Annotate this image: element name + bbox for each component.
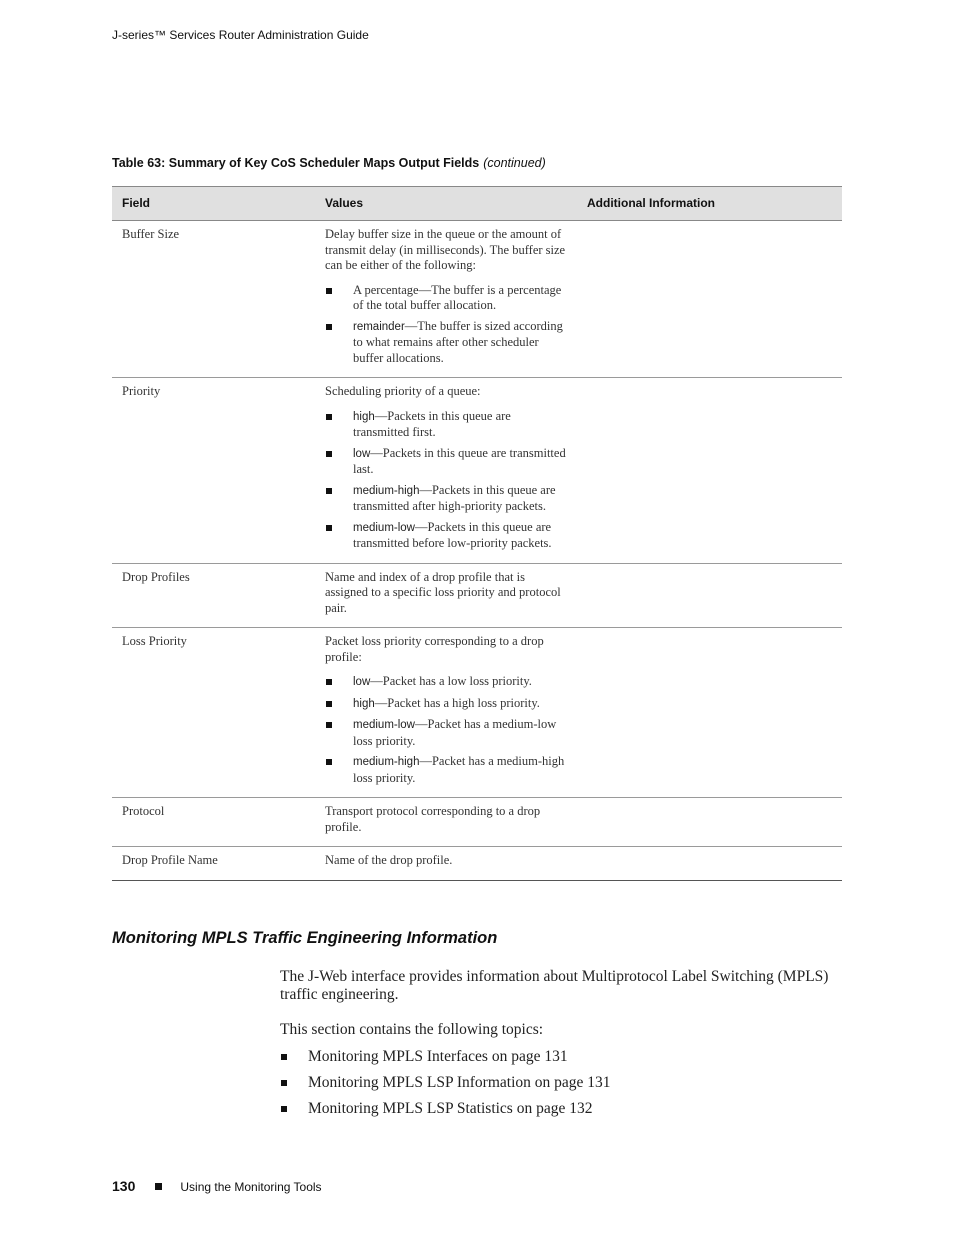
table-header-row: [112, 187, 842, 221]
value-list-item: [325, 409, 567, 441]
value-description: Scheduling priority of a queue:: [325, 384, 481, 398]
values-cell: [315, 378, 577, 564]
square-bullet-icon: [281, 1106, 287, 1112]
value-list-item: [325, 520, 567, 552]
value-list-item: [325, 446, 567, 478]
field-cell: Drop Profiles: [112, 563, 315, 628]
field-cell: Priority: [112, 378, 315, 564]
table-row: [112, 563, 842, 628]
topic-link-text: Monitoring MPLS LSP Statistics on page 132: [308, 1100, 593, 1117]
value-text: —Packet has a low loss priority.: [370, 674, 532, 688]
value-keyword: low: [353, 676, 371, 688]
field-cell: Protocol: [112, 798, 315, 847]
value-list-item: [325, 319, 567, 367]
topic-item: [280, 1100, 611, 1126]
column-header-field: Field: [112, 187, 315, 221]
value-keyword: low: [353, 447, 371, 460]
value-description: Delay buffer size in the queue or the amount of transmit delay (in milliseconds). The buffer size can be either of the following:: [325, 227, 566, 272]
field-cell: Loss Priority: [112, 628, 315, 798]
footer-bullet-icon: [155, 1183, 162, 1190]
column-header-values: Values: [315, 187, 577, 221]
value-keyword: medium-low: [353, 719, 415, 731]
value-list-item: [325, 717, 567, 749]
field-cell: Buffer Size: [112, 221, 315, 378]
square-bullet-icon: [326, 324, 332, 330]
value-description: Transport protocol corresponding to a drop profile.: [325, 804, 541, 834]
table-body: [112, 221, 842, 881]
page-footer: [112, 1178, 322, 1196]
value-description: Packet loss priority corresponding to a drop profile:: [325, 634, 544, 664]
value-list-item: [325, 674, 567, 691]
square-bullet-icon: [326, 288, 332, 294]
table-caption: [112, 156, 546, 170]
value-list: [325, 283, 567, 367]
value-text: —Packets in this queue are transmitted before low-priority packets.: [353, 519, 552, 550]
value-list-item: [325, 283, 567, 314]
additional-info-cell: [577, 847, 842, 881]
additional-info-cell: [577, 563, 842, 628]
square-bullet-icon: [326, 679, 332, 685]
value-text: —Packets in this queue are transmitted last.: [353, 445, 566, 476]
additional-info-cell: [577, 798, 842, 847]
value-text: —Packet has a medium-low loss priority.: [353, 717, 557, 748]
table-row: [112, 221, 842, 378]
field-cell: Drop Profile Name: [112, 847, 315, 881]
square-bullet-icon: [326, 488, 332, 494]
values-cell: [315, 847, 577, 881]
scheduler-maps-table: [112, 186, 842, 881]
value-text: —Packets in this queue are transmitted after high-priority packets.: [353, 482, 556, 513]
value-keyword: high: [353, 410, 375, 423]
value-list-item: [325, 696, 567, 713]
topic-link-text: Monitoring MPLS LSP Information on page 131: [308, 1074, 611, 1091]
additional-info-cell: [577, 221, 842, 378]
values-cell: [315, 563, 577, 628]
square-bullet-icon: [326, 701, 332, 707]
additional-info-cell: [577, 628, 842, 798]
square-bullet-icon: [326, 451, 332, 457]
value-keyword: remainder: [353, 320, 405, 333]
square-bullet-icon: [281, 1080, 287, 1086]
value-text: —Packet has a high loss priority.: [374, 695, 540, 710]
values-cell: [315, 798, 577, 847]
value-text: —Packet has a medium-high loss priority.: [353, 754, 565, 785]
square-bullet-icon: [326, 525, 332, 531]
page-number: 130: [112, 1178, 136, 1194]
value-list: [325, 409, 567, 552]
table-row: [112, 847, 842, 881]
running-header: J-series™ Services Router Administration Guide: [112, 28, 369, 42]
value-description: Name and index of a drop profile that is assigned to a specific loss priority and protocol pair.: [325, 569, 561, 615]
topics-intro-paragraph: This section contains the following topics:: [280, 1021, 544, 1038]
value-keyword: high: [353, 697, 375, 710]
square-bullet-icon: [326, 722, 332, 728]
square-bullet-icon: [281, 1054, 287, 1060]
additional-info-cell: [577, 378, 842, 564]
table-caption-title: Table 63: Summary of Key CoS Scheduler Maps Output Fields: [112, 156, 480, 170]
footer-chapter-title: Using the Monitoring Tools: [180, 1180, 322, 1194]
value-keyword: medium-high: [353, 484, 420, 497]
section-intro-paragraph: The J-Web interface provides information about Multiprotocol Label Switching (MPLS) traffic engineering.: [280, 968, 829, 1003]
value-list-item: [325, 754, 567, 786]
topic-link-text: Monitoring MPLS Interfaces on page 131: [308, 1048, 568, 1065]
value-keyword: medium-low: [353, 521, 415, 534]
values-cell: [315, 221, 577, 378]
topics-list: [280, 1048, 611, 1126]
value-text: —Packets in this queue are transmitted first.: [353, 408, 511, 439]
table-row: [112, 378, 842, 564]
value-list: [325, 674, 567, 786]
column-header-additional-information: Additional Information: [577, 187, 842, 221]
square-bullet-icon: [326, 414, 332, 420]
topic-item: [280, 1048, 611, 1074]
value-list-item: [325, 483, 567, 515]
table-caption-continued: (continued): [483, 156, 546, 170]
value-text: —The buffer is sized according to what remains after other scheduler buffer allocations.: [353, 318, 563, 365]
table-row: [112, 798, 842, 847]
square-bullet-icon: [326, 759, 332, 765]
value-keyword: medium-high: [353, 756, 420, 768]
topic-item: [280, 1074, 611, 1100]
section-heading: Monitoring MPLS Traffic Engineering Information: [112, 929, 498, 947]
value-description: Name of the drop profile.: [325, 853, 453, 867]
values-cell: [315, 628, 577, 798]
table-row: [112, 628, 842, 798]
value-text: A percentage—The buffer is a percentage of the total buffer allocation.: [353, 282, 562, 312]
